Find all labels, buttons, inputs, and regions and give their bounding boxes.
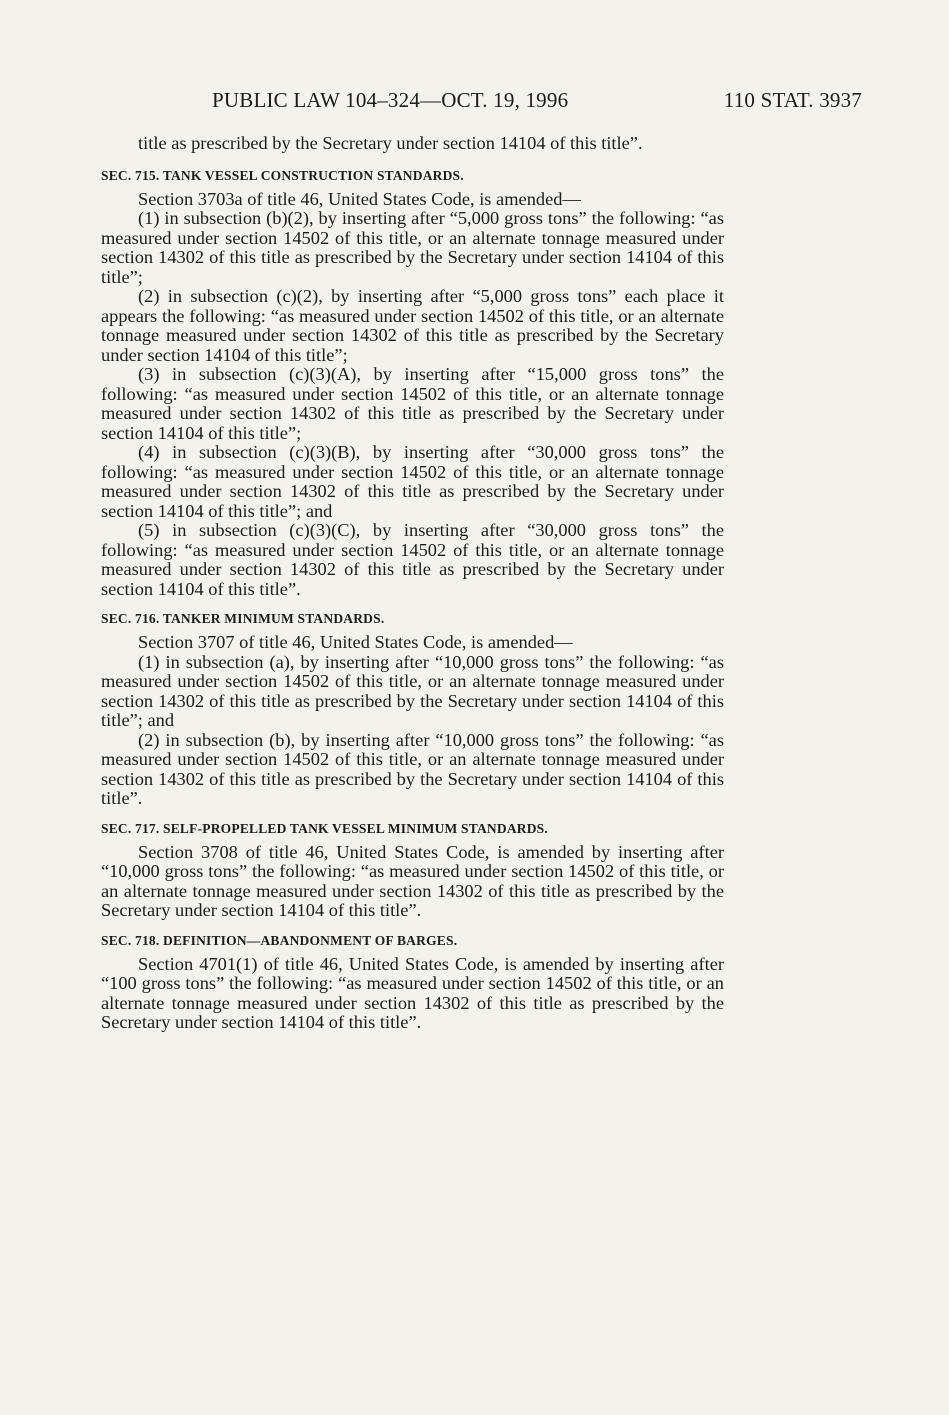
section-716-item-1: (1) in subsection (a), by inserting after “10,000 gross tons” the following: “as measured under section 14502 of this title, or an alternate tonnage measured under section 14302 of this title as prescribed by the Secretary under section 14104 of this title”; and (101, 651, 724, 730)
section-715-intro: Section 3703a of title 46, United States Code, is amended— (138, 188, 581, 209)
continued-paragraph: title as prescribed by the Secretary under section 14104 of this title”. (138, 133, 643, 153)
section-715-item-2: (2) in subsection (c)(2), by inserting after “5,000 gross tons” each place it appears the following: “as measured under section 14502 of this title, or an alternate tonnage measured under section 14302 of this title as prescribed by the Secretary under section 14104 of this title”; (101, 286, 724, 365)
section-715-item-5: (5) in subsection (c)(3)(C), by inserting after “30,000 gross tons” the following: “as measured under section 14502 of this title, or an alternate tonnage measured under section 14302 of this title as prescribed by the Secretary under section 14104 of this title”. (101, 520, 724, 599)
section-715-item-3: (3) in subsection (c)(3)(A), by inserting after “15,000 gross tons” the following: “as measured under section 14502 of this title, or an alternate tonnage measured under section 14302 of this title as prescribed by the Secretary under section 14104 of this title”; (101, 364, 724, 443)
section-716-intro: Section 3707 of title 46, United States Code, is amended— (138, 632, 573, 652)
section-718-text: Section 4701(1) of title 46, United States Code, is amended by inserting after “100 gross tons” the following: “as measured under section 14502 of this title, or an alternate tonnage measured under section 14302 of this title as prescribed by the Secretary under section 14104 of this title”. (101, 953, 724, 1032)
section-715-item-4: (4) in subsection (c)(3)(B), by inserting after “30,000 gross tons” the following: “as measured under section 14502 of this title, or an alternate tonnage measured under section 14302 of this title as prescribed by the Secretary under section 14104 of this title”; and (101, 442, 724, 521)
section-heading-718: SEC. 718. DEFINITION—ABANDONMENT OF BARGES. (101, 932, 458, 948)
document-body (101, 134, 724, 1033)
section-heading-715: SEC. 715. TANK VESSEL CONSTRUCTION STANDARDS. (101, 167, 464, 183)
statute-page-number: 110 STAT. 3937 (723, 88, 862, 112)
running-head: PUBLIC LAW 104–324—OCT. 19, 1996 (212, 88, 569, 112)
section-717-text: Section 3708 of title 46, United States Code, is amended by inserting after “10,000 gross tons” the following: “as measured under section 14502 of this title, or an alternate tonnage measured under section 14302 of this title as prescribed by the Secretary under section 14104 of this title”. (101, 841, 724, 920)
section-715-item-1: (1) in subsection (b)(2), by inserting after “5,000 gross tons” the following: “as measured under section 14502 of this title, or an alternate tonnage measured under section 14302 of this title as prescribed by the Secretary under section 14104 of this title”; (101, 208, 724, 287)
section-heading-717: SEC. 717. SELF-PROPELLED TANK VESSEL MINIMUM STANDARDS. (101, 820, 548, 836)
section-716-item-2: (2) in subsection (b), by inserting after “10,000 gross tons” the following: “as measured under section 14502 of this title, or an alternate tonnage measured under section 14302 of this title as prescribed by the Secretary under section 14104 of this title”. (101, 729, 724, 808)
section-heading-716: SEC. 716. TANKER MINIMUM STANDARDS. (101, 611, 385, 626)
